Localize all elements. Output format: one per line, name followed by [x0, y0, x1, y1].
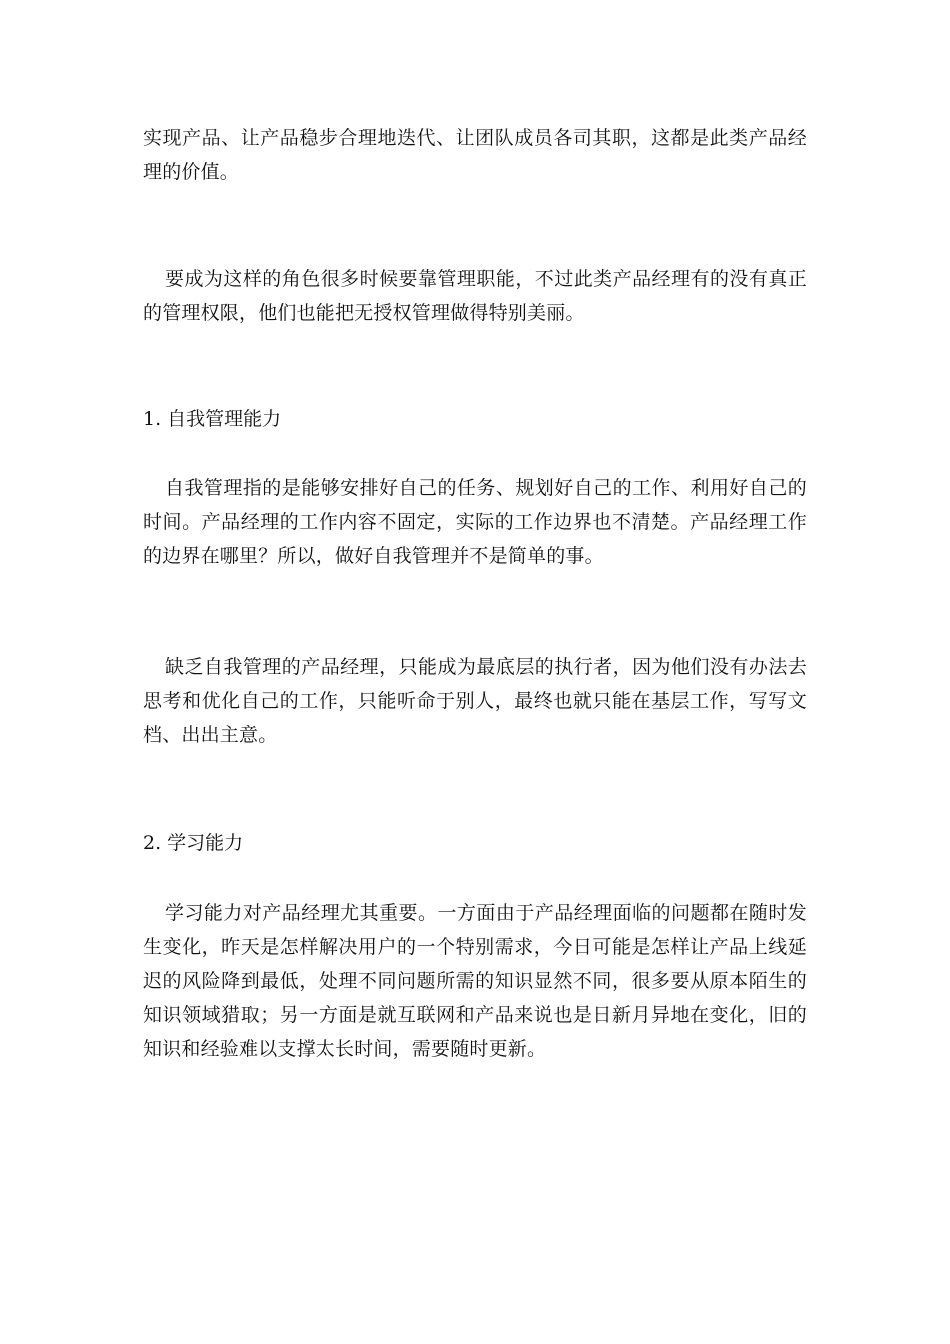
heading-self-management: 1. 自我管理能力 [143, 408, 282, 430]
paragraph-lack-self-management: 缺乏自我管理的产品经理，只能成为最底层的执行者，因为他们没有办法去思考和优化自己的工作，只能听命于别人，最终也就只能在基层工作，写写文档、出出主意。 [143, 656, 807, 746]
paragraph-self-management-definition: 自我管理指的是能够安排好自己的任务、规划好自己的工作、利用好自己的时间。产品经理的工作内容不固定，实际的工作边界也不清楚。产品经理工作的边界在哪里？所以，做好自我管理并不是简单的事。 [143, 477, 807, 567]
paragraph-value-of-pm: 实现产品、让产品稳步合理地迭代、让团队成员各司其职，这都是此类产品经理的价值。 [143, 127, 807, 183]
paragraph-management-role: 要成为这样的角色很多时候要靠管理职能，不过此类产品经理有的没有真正的管理权限，他们也能把无授权管理做得特别美丽。 [143, 268, 807, 324]
paragraph-learning-ability: 学习能力对产品经理尤其重要。一方面由于产品经理面临的问题都在随时发生变化，昨天是怎样解决用户的一个特别需求，今日可能是怎样让产品上线延迟的风险降到最低，处理不同问题所需的知识显然不同，很多要从原本陌生的知识领域猎取；另一方面是就互联网和产品来说也是日新月异地在变化，旧的知识和经验难以支撑太长时间，需要随时更新。 [143, 902, 807, 1060]
heading-learning-ability: 2. 学习能力 [143, 832, 244, 854]
